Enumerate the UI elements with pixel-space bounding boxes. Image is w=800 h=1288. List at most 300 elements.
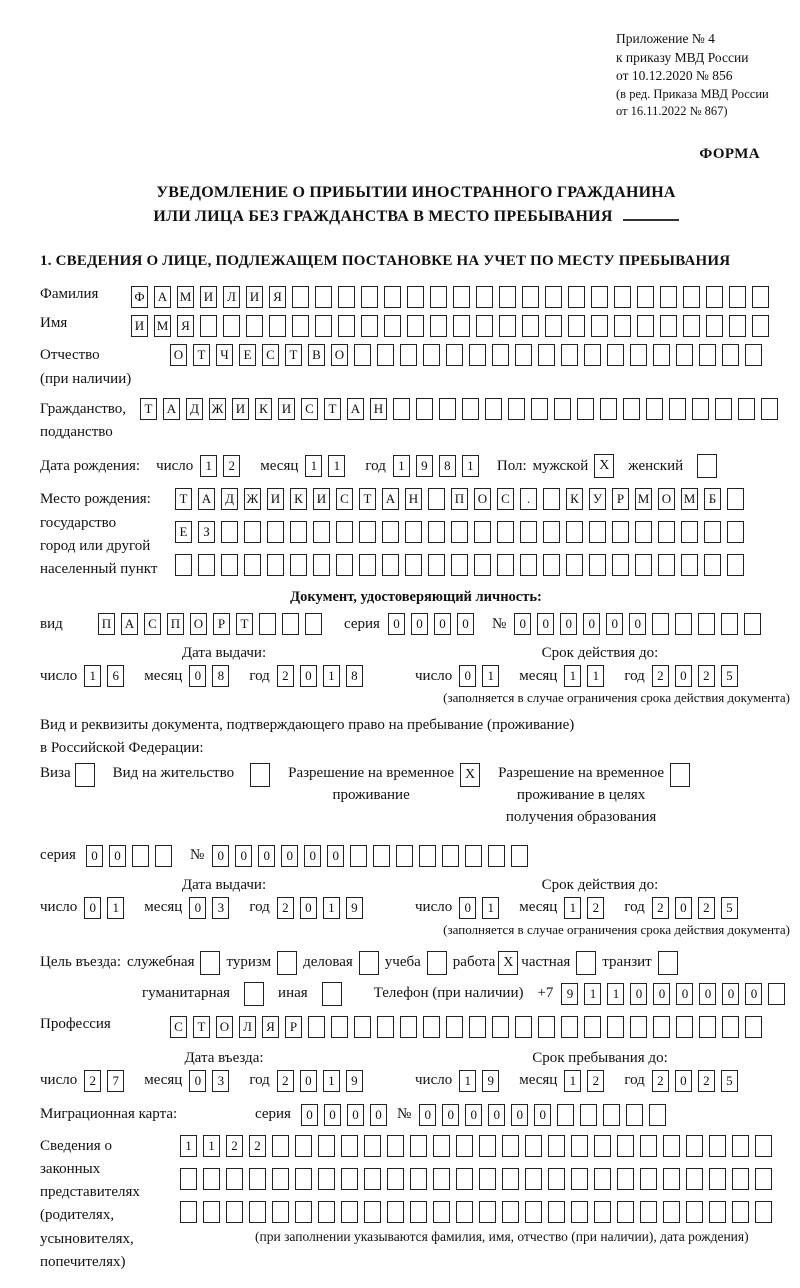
char-cell[interactable]: 0: [629, 613, 646, 635]
char-cell[interactable]: [704, 554, 721, 576]
char-cell[interactable]: [226, 1168, 243, 1190]
char-cell[interactable]: 0: [235, 845, 252, 867]
char-cell[interactable]: М: [681, 488, 698, 510]
char-cell[interactable]: 2: [277, 1070, 294, 1092]
char-cell[interactable]: [607, 344, 624, 366]
char-cell[interactable]: [492, 1016, 509, 1038]
char-cell[interactable]: [752, 315, 769, 337]
char-cell[interactable]: 0: [109, 845, 126, 867]
char-cell[interactable]: [538, 344, 555, 366]
char-cell[interactable]: [568, 315, 585, 337]
char-cell[interactable]: Ж: [209, 398, 226, 420]
char-cell[interactable]: [497, 521, 514, 543]
char-cell[interactable]: [511, 845, 528, 867]
char-cell[interactable]: [635, 521, 652, 543]
char-cell[interactable]: 0: [300, 1070, 317, 1092]
char-cell[interactable]: [393, 398, 410, 420]
char-cell[interactable]: [315, 286, 332, 308]
char-cell[interactable]: [433, 1135, 450, 1157]
char-cell[interactable]: [543, 554, 560, 576]
char-cell[interactable]: [387, 1135, 404, 1157]
char-cell[interactable]: [405, 554, 422, 576]
char-cell[interactable]: Т: [324, 398, 341, 420]
char-cell[interactable]: [221, 521, 238, 543]
char-cell[interactable]: [499, 315, 516, 337]
char-cell[interactable]: П: [98, 613, 115, 635]
char-cell[interactable]: И: [131, 315, 148, 337]
char-cell[interactable]: [566, 554, 583, 576]
char-cell[interactable]: [290, 521, 307, 543]
char-cell[interactable]: [430, 286, 447, 308]
char-cell[interactable]: [244, 554, 261, 576]
char-cell[interactable]: [474, 554, 491, 576]
char-cell[interactable]: [561, 1016, 578, 1038]
char-cell[interactable]: [722, 344, 739, 366]
char-cell[interactable]: 9: [482, 1070, 499, 1092]
char-cell[interactable]: 2: [698, 897, 715, 919]
char-cell[interactable]: [387, 1201, 404, 1223]
char-cell[interactable]: [456, 1168, 473, 1190]
char-cell[interactable]: 1: [305, 455, 322, 477]
char-cell[interactable]: Т: [193, 1016, 210, 1038]
char-cell[interactable]: [617, 1201, 634, 1223]
char-cell[interactable]: 0: [488, 1104, 505, 1126]
char-cell[interactable]: 2: [652, 897, 669, 919]
char-cell[interactable]: 6: [107, 665, 124, 687]
char-cell[interactable]: [699, 344, 716, 366]
char-cell[interactable]: [508, 398, 525, 420]
char-cell[interactable]: [203, 1201, 220, 1223]
char-cell[interactable]: С: [301, 398, 318, 420]
char-cell[interactable]: [405, 521, 422, 543]
char-cell[interactable]: Я: [262, 1016, 279, 1038]
char-cell[interactable]: [614, 315, 631, 337]
checkbox-cell[interactable]: [427, 951, 447, 975]
char-cell[interactable]: [318, 1201, 335, 1223]
char-cell[interactable]: [709, 1135, 726, 1157]
char-cell[interactable]: [223, 315, 240, 337]
char-cell[interactable]: Н: [370, 398, 387, 420]
char-cell[interactable]: [384, 286, 401, 308]
char-cell[interactable]: [660, 315, 677, 337]
char-cell[interactable]: 0: [212, 845, 229, 867]
char-cell[interactable]: [407, 315, 424, 337]
char-cell[interactable]: 2: [277, 665, 294, 687]
char-cell[interactable]: [630, 1016, 647, 1038]
char-cell[interactable]: П: [451, 488, 468, 510]
char-cell[interactable]: [752, 286, 769, 308]
char-cell[interactable]: [635, 554, 652, 576]
char-cell[interactable]: [683, 286, 700, 308]
char-cell[interactable]: [272, 1201, 289, 1223]
char-cell[interactable]: 2: [698, 665, 715, 687]
char-cell[interactable]: 0: [300, 897, 317, 919]
char-cell[interactable]: [566, 521, 583, 543]
char-cell[interactable]: Я: [177, 315, 194, 337]
char-cell[interactable]: [557, 1104, 574, 1126]
checkbox-cell[interactable]: [658, 951, 678, 975]
char-cell[interactable]: 3: [212, 1070, 229, 1092]
char-cell[interactable]: [476, 286, 493, 308]
char-cell[interactable]: [341, 1168, 358, 1190]
char-cell[interactable]: [729, 286, 746, 308]
char-cell[interactable]: О: [170, 344, 187, 366]
char-cell[interactable]: [428, 554, 445, 576]
char-cell[interactable]: [384, 315, 401, 337]
char-cell[interactable]: 0: [630, 983, 647, 1005]
char-cell[interactable]: Ч: [216, 344, 233, 366]
char-cell[interactable]: 0: [370, 1104, 387, 1126]
char-cell[interactable]: Е: [175, 521, 192, 543]
char-cell[interactable]: [663, 1201, 680, 1223]
char-cell[interactable]: 0: [699, 983, 716, 1005]
char-cell[interactable]: [290, 554, 307, 576]
char-cell[interactable]: 0: [419, 1104, 436, 1126]
char-cell[interactable]: А: [154, 286, 171, 308]
char-cell[interactable]: [594, 1135, 611, 1157]
char-cell[interactable]: Р: [213, 613, 230, 635]
char-cell[interactable]: Т: [175, 488, 192, 510]
char-cell[interactable]: [313, 521, 330, 543]
char-cell[interactable]: [377, 344, 394, 366]
char-cell[interactable]: Ж: [244, 488, 261, 510]
char-cell[interactable]: Н: [405, 488, 422, 510]
char-cell[interactable]: 2: [587, 897, 604, 919]
char-cell[interactable]: Б: [704, 488, 721, 510]
char-cell[interactable]: Т: [359, 488, 376, 510]
char-cell[interactable]: 2: [277, 897, 294, 919]
char-cell[interactable]: 3: [212, 897, 229, 919]
char-cell[interactable]: [377, 1016, 394, 1038]
char-cell[interactable]: 5: [721, 1070, 738, 1092]
char-cell[interactable]: [580, 1104, 597, 1126]
char-cell[interactable]: Е: [239, 344, 256, 366]
char-cell[interactable]: 0: [300, 665, 317, 687]
char-cell[interactable]: 0: [675, 1070, 692, 1092]
char-cell[interactable]: А: [163, 398, 180, 420]
checkbox-cell[interactable]: [244, 982, 264, 1006]
char-cell[interactable]: [492, 344, 509, 366]
char-cell[interactable]: 0: [84, 897, 101, 919]
char-cell[interactable]: Я: [269, 286, 286, 308]
char-cell[interactable]: О: [331, 344, 348, 366]
checkbox-cell[interactable]: X: [498, 951, 518, 975]
char-cell[interactable]: [676, 1016, 693, 1038]
char-cell[interactable]: 9: [346, 897, 363, 919]
char-cell[interactable]: А: [198, 488, 215, 510]
char-cell[interactable]: 0: [347, 1104, 364, 1126]
char-cell[interactable]: В: [308, 344, 325, 366]
char-cell[interactable]: [591, 286, 608, 308]
char-cell[interactable]: [646, 398, 663, 420]
char-cell[interactable]: [744, 613, 761, 635]
char-cell[interactable]: [548, 1135, 565, 1157]
char-cell[interactable]: [630, 344, 647, 366]
char-cell[interactable]: 1: [482, 665, 499, 687]
char-cell[interactable]: [387, 1168, 404, 1190]
char-cell[interactable]: [669, 398, 686, 420]
char-cell[interactable]: 1: [459, 1070, 476, 1092]
char-cell[interactable]: 1: [462, 455, 479, 477]
char-cell[interactable]: [282, 613, 299, 635]
char-cell[interactable]: [315, 315, 332, 337]
char-cell[interactable]: [396, 845, 413, 867]
char-cell[interactable]: [331, 1016, 348, 1038]
char-cell[interactable]: З: [198, 521, 215, 543]
char-cell[interactable]: 8: [439, 455, 456, 477]
char-cell[interactable]: 0: [189, 1070, 206, 1092]
char-cell[interactable]: И: [313, 488, 330, 510]
char-cell[interactable]: [653, 1016, 670, 1038]
char-cell[interactable]: [660, 286, 677, 308]
char-cell[interactable]: 1: [180, 1135, 197, 1157]
char-cell[interactable]: 0: [388, 613, 405, 635]
char-cell[interactable]: [626, 1104, 643, 1126]
char-cell[interactable]: [350, 845, 367, 867]
char-cell[interactable]: Т: [140, 398, 157, 420]
char-cell[interactable]: О: [216, 1016, 233, 1038]
char-cell[interactable]: [704, 521, 721, 543]
char-cell[interactable]: 1: [200, 455, 217, 477]
char-cell[interactable]: С: [144, 613, 161, 635]
char-cell[interactable]: 9: [416, 455, 433, 477]
char-cell[interactable]: А: [347, 398, 364, 420]
char-cell[interactable]: [768, 983, 785, 1005]
char-cell[interactable]: [400, 1016, 417, 1038]
char-cell[interactable]: [373, 845, 390, 867]
char-cell[interactable]: [543, 488, 560, 510]
char-cell[interactable]: [354, 1016, 371, 1038]
char-cell[interactable]: 0: [560, 613, 577, 635]
char-cell[interactable]: [543, 521, 560, 543]
char-cell[interactable]: [653, 344, 670, 366]
char-cell[interactable]: [203, 1168, 220, 1190]
char-cell[interactable]: [318, 1135, 335, 1157]
char-cell[interactable]: [180, 1201, 197, 1223]
char-cell[interactable]: [738, 398, 755, 420]
char-cell[interactable]: [709, 1168, 726, 1190]
char-cell[interactable]: 0: [722, 983, 739, 1005]
char-cell[interactable]: [244, 521, 261, 543]
char-cell[interactable]: [336, 521, 353, 543]
char-cell[interactable]: И: [232, 398, 249, 420]
char-cell[interactable]: [715, 398, 732, 420]
char-cell[interactable]: 1: [607, 983, 624, 1005]
char-cell[interactable]: [410, 1135, 427, 1157]
char-cell[interactable]: Т: [236, 613, 253, 635]
char-cell[interactable]: [267, 554, 284, 576]
char-cell[interactable]: Д: [221, 488, 238, 510]
char-cell[interactable]: [525, 1135, 542, 1157]
char-cell[interactable]: [451, 521, 468, 543]
char-cell[interactable]: 0: [327, 845, 344, 867]
char-cell[interactable]: [531, 398, 548, 420]
char-cell[interactable]: [594, 1201, 611, 1223]
char-cell[interactable]: А: [382, 488, 399, 510]
char-cell[interactable]: [545, 286, 562, 308]
char-cell[interactable]: Т: [193, 344, 210, 366]
char-cell[interactable]: 1: [328, 455, 345, 477]
char-cell[interactable]: [571, 1201, 588, 1223]
char-cell[interactable]: [295, 1201, 312, 1223]
char-cell[interactable]: 0: [465, 1104, 482, 1126]
char-cell[interactable]: [433, 1168, 450, 1190]
char-cell[interactable]: А: [121, 613, 138, 635]
char-cell[interactable]: И: [267, 488, 284, 510]
char-cell[interactable]: [591, 315, 608, 337]
char-cell[interactable]: [497, 554, 514, 576]
char-cell[interactable]: 2: [249, 1135, 266, 1157]
char-cell[interactable]: 8: [212, 665, 229, 687]
char-cell[interactable]: [663, 1168, 680, 1190]
char-cell[interactable]: [727, 554, 744, 576]
char-cell[interactable]: [548, 1201, 565, 1223]
char-cell[interactable]: [479, 1201, 496, 1223]
char-cell[interactable]: [525, 1168, 542, 1190]
char-cell[interactable]: 0: [583, 613, 600, 635]
char-cell[interactable]: [341, 1135, 358, 1157]
char-cell[interactable]: 1: [587, 665, 604, 687]
char-cell[interactable]: [433, 1201, 450, 1223]
char-cell[interactable]: [637, 286, 654, 308]
char-cell[interactable]: [617, 1168, 634, 1190]
char-cell[interactable]: 1: [323, 1070, 340, 1092]
char-cell[interactable]: 0: [434, 613, 451, 635]
checkbox-cell[interactable]: [697, 454, 717, 478]
char-cell[interactable]: [676, 344, 693, 366]
char-cell[interactable]: [607, 1016, 624, 1038]
char-cell[interactable]: [462, 398, 479, 420]
char-cell[interactable]: [554, 398, 571, 420]
char-cell[interactable]: [364, 1135, 381, 1157]
char-cell[interactable]: Ф: [131, 286, 148, 308]
char-cell[interactable]: [727, 488, 744, 510]
char-cell[interactable]: Д: [186, 398, 203, 420]
char-cell[interactable]: [269, 315, 286, 337]
char-cell[interactable]: И: [246, 286, 263, 308]
char-cell[interactable]: [318, 1168, 335, 1190]
char-cell[interactable]: [663, 1135, 680, 1157]
char-cell[interactable]: 1: [564, 1070, 581, 1092]
char-cell[interactable]: [721, 613, 738, 635]
char-cell[interactable]: [423, 344, 440, 366]
char-cell[interactable]: 1: [323, 665, 340, 687]
char-cell[interactable]: [428, 521, 445, 543]
char-cell[interactable]: [479, 1168, 496, 1190]
char-cell[interactable]: [410, 1168, 427, 1190]
char-cell[interactable]: [419, 845, 436, 867]
char-cell[interactable]: [474, 521, 491, 543]
char-cell[interactable]: 1: [564, 897, 581, 919]
char-cell[interactable]: [732, 1201, 749, 1223]
char-cell[interactable]: [488, 845, 505, 867]
char-cell[interactable]: [732, 1168, 749, 1190]
char-cell[interactable]: 0: [514, 613, 531, 635]
checkbox-cell[interactable]: [200, 951, 220, 975]
char-cell[interactable]: [354, 344, 371, 366]
char-cell[interactable]: [361, 315, 378, 337]
char-cell[interactable]: К: [255, 398, 272, 420]
char-cell[interactable]: [292, 315, 309, 337]
char-cell[interactable]: [338, 286, 355, 308]
char-cell[interactable]: 2: [652, 665, 669, 687]
char-cell[interactable]: [400, 344, 417, 366]
char-cell[interactable]: [729, 315, 746, 337]
char-cell[interactable]: [658, 554, 675, 576]
char-cell[interactable]: [428, 488, 445, 510]
char-cell[interactable]: [336, 554, 353, 576]
char-cell[interactable]: О: [190, 613, 207, 635]
char-cell[interactable]: 0: [675, 665, 692, 687]
char-cell[interactable]: [699, 1016, 716, 1038]
checkbox-cell[interactable]: [670, 763, 690, 787]
char-cell[interactable]: 0: [745, 983, 762, 1005]
char-cell[interactable]: 0: [324, 1104, 341, 1126]
char-cell[interactable]: 0: [676, 983, 693, 1005]
char-cell[interactable]: [561, 344, 578, 366]
char-cell[interactable]: [338, 315, 355, 337]
checkbox-cell[interactable]: [250, 763, 270, 787]
char-cell[interactable]: [686, 1168, 703, 1190]
char-cell[interactable]: 1: [323, 897, 340, 919]
char-cell[interactable]: [745, 1016, 762, 1038]
char-cell[interactable]: [502, 1201, 519, 1223]
char-cell[interactable]: 1: [564, 665, 581, 687]
char-cell[interactable]: К: [290, 488, 307, 510]
char-cell[interactable]: И: [200, 286, 217, 308]
char-cell[interactable]: [545, 315, 562, 337]
char-cell[interactable]: Л: [239, 1016, 256, 1038]
char-cell[interactable]: 7: [107, 1070, 124, 1092]
char-cell[interactable]: [675, 613, 692, 635]
char-cell[interactable]: 2: [587, 1070, 604, 1092]
char-cell[interactable]: [416, 398, 433, 420]
char-cell[interactable]: [640, 1168, 657, 1190]
char-cell[interactable]: 8: [346, 665, 363, 687]
char-cell[interactable]: [623, 398, 640, 420]
char-cell[interactable]: [584, 344, 601, 366]
char-cell[interactable]: [407, 286, 424, 308]
char-cell[interactable]: [465, 845, 482, 867]
char-cell[interactable]: [755, 1201, 772, 1223]
char-cell[interactable]: [175, 554, 192, 576]
char-cell[interactable]: [686, 1135, 703, 1157]
char-cell[interactable]: [594, 1168, 611, 1190]
char-cell[interactable]: [640, 1201, 657, 1223]
char-cell[interactable]: 5: [721, 665, 738, 687]
char-cell[interactable]: [451, 554, 468, 576]
char-cell[interactable]: [246, 315, 263, 337]
char-cell[interactable]: 0: [653, 983, 670, 1005]
char-cell[interactable]: [681, 521, 698, 543]
char-cell[interactable]: [476, 315, 493, 337]
char-cell[interactable]: 0: [189, 897, 206, 919]
char-cell[interactable]: [226, 1201, 243, 1223]
char-cell[interactable]: 9: [561, 983, 578, 1005]
checkbox-cell[interactable]: [359, 951, 379, 975]
char-cell[interactable]: [423, 1016, 440, 1038]
char-cell[interactable]: [640, 1135, 657, 1157]
char-cell[interactable]: С: [336, 488, 353, 510]
char-cell[interactable]: [520, 554, 537, 576]
char-cell[interactable]: 1: [203, 1135, 220, 1157]
char-cell[interactable]: [755, 1168, 772, 1190]
char-cell[interactable]: [295, 1135, 312, 1157]
char-cell[interactable]: [132, 845, 149, 867]
char-cell[interactable]: [589, 554, 606, 576]
char-cell[interactable]: 0: [675, 897, 692, 919]
char-cell[interactable]: [359, 554, 376, 576]
